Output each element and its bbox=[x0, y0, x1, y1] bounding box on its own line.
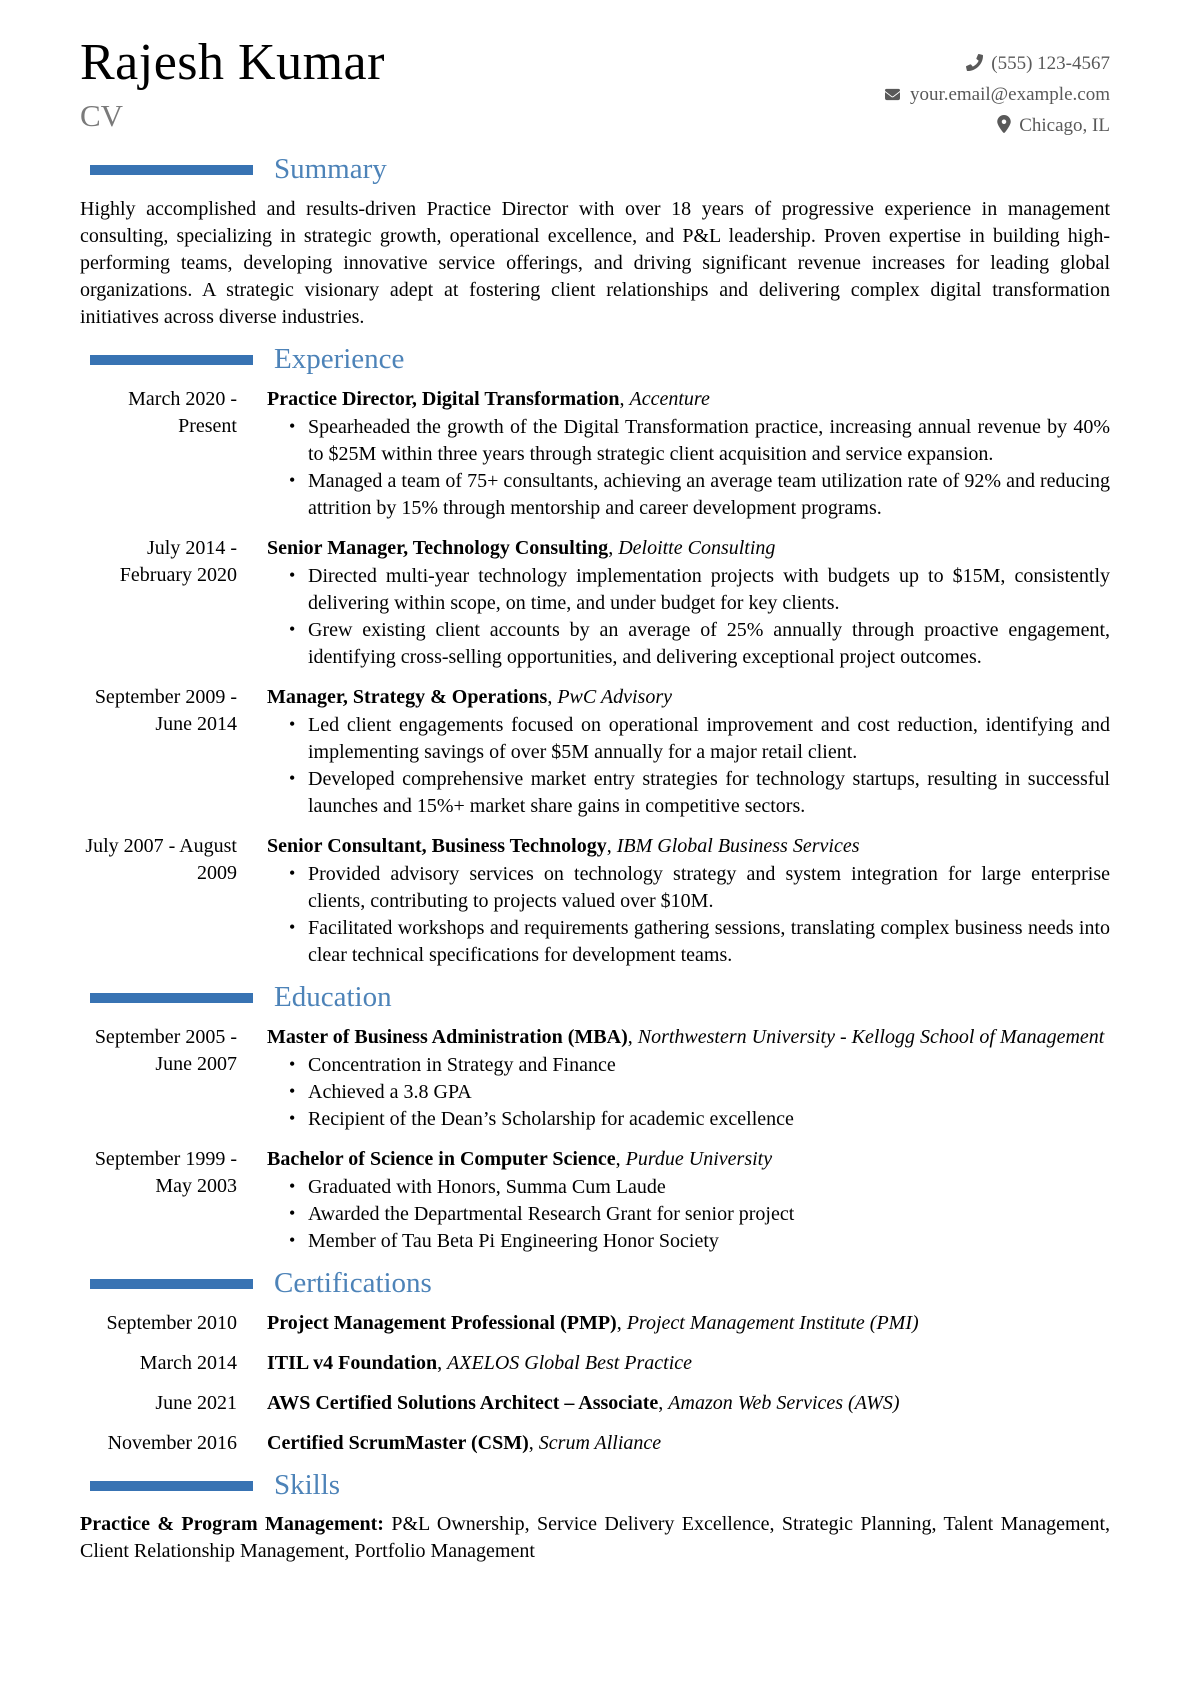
entry-body bbox=[267, 1390, 1110, 1417]
entry-title: Bachelor of Science in Computer Science bbox=[267, 1147, 616, 1170]
bullet-item: • Achieved a 3.8 GPA bbox=[267, 1079, 1110, 1106]
entry-title: Senior Consultant, Business Technology bbox=[267, 834, 607, 857]
entry-heading bbox=[267, 1430, 1110, 1457]
skills-paragraph bbox=[80, 1511, 1110, 1565]
entry-organization: IBM Global Business Services bbox=[616, 834, 860, 857]
entry-bullet-list bbox=[267, 1052, 1110, 1133]
contact-phone-value: (555) 123-4567 bbox=[991, 53, 1110, 74]
entry-heading bbox=[267, 1390, 1110, 1417]
cv-subtitle: CV bbox=[80, 97, 124, 133]
section-skills bbox=[80, 1470, 1110, 1566]
entry-title: Master of Business Administration (MBA) bbox=[267, 1025, 628, 1048]
entry-title: AWS Certified Solutions Architect – Associate bbox=[267, 1391, 659, 1414]
entry-organization: Purdue University bbox=[625, 1147, 773, 1170]
entry-separator: , bbox=[528, 1431, 539, 1454]
entry-heading bbox=[267, 386, 1110, 413]
entry-organization: Northwestern University - Kellogg School of Management bbox=[637, 1025, 1105, 1048]
entry-heading bbox=[267, 535, 1110, 562]
entry-organization: Accenture bbox=[629, 387, 710, 410]
envelope-icon bbox=[883, 87, 902, 102]
contact-location bbox=[883, 110, 1110, 141]
section-certifications bbox=[80, 1268, 1110, 1457]
education-entry bbox=[80, 1024, 1110, 1133]
entry-body bbox=[267, 386, 1110, 522]
entry-separator: , bbox=[608, 536, 619, 559]
certifications-entry bbox=[80, 1390, 1110, 1417]
entry-separator: , bbox=[616, 1311, 627, 1334]
certifications-entry bbox=[80, 1430, 1110, 1457]
section-title-summary: Summary bbox=[274, 153, 387, 185]
section-head-skills bbox=[80, 1470, 1110, 1502]
contact-info bbox=[883, 36, 1110, 141]
entry-bullet-list bbox=[267, 1174, 1110, 1255]
section-rubric-bar bbox=[90, 355, 253, 365]
entry-body bbox=[267, 1310, 1110, 1337]
header-identity bbox=[80, 36, 385, 136]
entry-date: September 2009 - June 2014 bbox=[94, 685, 237, 735]
section-rubric-bar bbox=[90, 1481, 253, 1491]
bullet-item: • Graduated with Honors, Summa Cum Laude bbox=[267, 1174, 1110, 1201]
section-rubric-bar bbox=[90, 165, 253, 175]
bullet-item: • Concentration in Strategy and Finance bbox=[267, 1052, 1110, 1079]
entry-separator: , bbox=[627, 1025, 638, 1048]
experience-entry bbox=[80, 386, 1110, 522]
bullet-item: • Directed multi-year technology implementation projects with budgets up to $15M, consistently delivering within scope, on time, and under budget for key clients. bbox=[267, 563, 1110, 617]
bullet-item: • Awarded the Departmental Research Grant for senior project bbox=[267, 1201, 1110, 1228]
section-rubric-bar bbox=[90, 1279, 253, 1289]
person-name: Rajesh Kumar bbox=[80, 34, 385, 91]
entry-title: Certified ScrumMaster (CSM) bbox=[267, 1431, 529, 1454]
contact-phone bbox=[883, 48, 1110, 79]
entry-date: November 2016 bbox=[107, 1431, 237, 1454]
entry-organization: PwC Advisory bbox=[557, 685, 672, 708]
entry-body bbox=[267, 1430, 1110, 1457]
entry-separator: , bbox=[658, 1391, 669, 1414]
contact-email-value: your.email@example.com bbox=[909, 84, 1110, 105]
entry-organization: Scrum Alliance bbox=[538, 1431, 662, 1454]
resume-body bbox=[80, 154, 1110, 1565]
entry-body bbox=[267, 1350, 1110, 1377]
entry-organization: Deloitte Consulting bbox=[618, 536, 776, 559]
section-summary bbox=[80, 154, 1110, 331]
entry-bullet-list bbox=[267, 712, 1110, 820]
entry-organization: Amazon Web Services (AWS) bbox=[668, 1391, 900, 1414]
entry-bullet-list bbox=[267, 414, 1110, 522]
entry-separator: , bbox=[619, 387, 630, 410]
section-head-experience bbox=[80, 344, 1110, 376]
entry-heading bbox=[267, 684, 1110, 711]
entry-separator: , bbox=[606, 834, 617, 857]
entry-body bbox=[267, 1146, 1110, 1255]
entry-date: July 2007 - August 2009 bbox=[85, 834, 237, 884]
experience-entry bbox=[80, 833, 1110, 969]
skills-list: P&L Ownership, Service Delivery Excellence, Strategic Planning, Talent Management, Client Relationship Management, Portfolio Management bbox=[80, 1513, 1110, 1563]
entry-title: Senior Manager, Technology Consulting bbox=[267, 536, 609, 559]
section-title-certifications: Certifications bbox=[274, 1266, 432, 1299]
entry-organization: Project Management Institute (PMI) bbox=[626, 1311, 919, 1334]
bullet-item: • Spearheaded the growth of the Digital Transformation practice, increasing annual revenue by 40% to $25M within three years through strategic client acquisition and service expansion. bbox=[267, 414, 1110, 468]
entry-separator: , bbox=[547, 685, 558, 708]
contact-location-value: Chicago, IL bbox=[1019, 115, 1110, 136]
education-entry bbox=[80, 1146, 1110, 1255]
summary-paragraph: Highly accomplished and results-driven Practice Director with over 18 years of progressive experience in management consulting, specializing in strategic growth, operational excellence, and P&L leadership. Proven expertise in building high-performing teams, developing innovative service offerings, and driving significant revenue increases for leading global organizations. A strategic visionary adept at fostering client relationships and delivering complex digital transformation initiatives across diverse industries. bbox=[80, 197, 1110, 328]
entry-date: March 2020 - Present bbox=[128, 387, 237, 437]
section-title-education: Education bbox=[274, 980, 392, 1013]
entry-heading bbox=[267, 1024, 1110, 1051]
section-head-certifications bbox=[80, 1268, 1110, 1300]
certifications-entry bbox=[80, 1310, 1110, 1337]
bullet-item: • Managed a team of 75+ consultants, achieving an average team utilization rate of 92% and reducing attrition by 15% through mentorship and career development programs. bbox=[267, 468, 1110, 522]
bullet-item: • Developed comprehensive market entry strategies for technology startups, resulting in successful launches and 15%+ market share gains in competitive sectors. bbox=[267, 766, 1110, 820]
entry-date: July 2014 - February 2020 bbox=[119, 536, 237, 586]
entry-body bbox=[267, 833, 1110, 969]
bullet-item: • Grew existing client accounts by an average of 25% annually through proactive engagement, identifying cross-selling opportunities, and delivering exceptional project outcomes. bbox=[267, 617, 1110, 671]
entry-bullet-list bbox=[267, 563, 1110, 671]
bullet-item: • Member of Tau Beta Pi Engineering Honor Society bbox=[267, 1228, 1110, 1255]
entry-title: ITIL v4 Foundation bbox=[267, 1351, 438, 1374]
section-head-summary bbox=[80, 154, 1110, 186]
section-title-experience: Experience bbox=[274, 342, 405, 375]
entry-body bbox=[267, 1024, 1110, 1133]
entry-separator: , bbox=[615, 1147, 626, 1170]
section-title-skills: Skills bbox=[274, 1468, 341, 1501]
entry-date: September 2005 - June 2007 bbox=[94, 1025, 237, 1075]
location-pin-icon bbox=[997, 115, 1011, 133]
bullet-item: • Recipient of the Dean’s Scholarship for academic excellence bbox=[267, 1106, 1110, 1133]
entry-title: Manager, Strategy & Operations bbox=[267, 685, 548, 708]
entry-title: Practice Director, Digital Transformation bbox=[267, 387, 620, 410]
entry-organization: AXELOS Global Best Practice bbox=[447, 1351, 693, 1374]
entry-title: Project Management Professional (PMP) bbox=[267, 1311, 617, 1334]
bullet-item: • Facilitated workshops and requirements gathering sessions, translating complex business needs into clear technical specifications for development teams. bbox=[267, 915, 1110, 969]
bullet-item: • Led client engagements focused on operational improvement and cost reduction, identifying and implementing savings of over $5M annually for a major retail client. bbox=[267, 712, 1110, 766]
certifications-entry bbox=[80, 1350, 1110, 1377]
entry-heading bbox=[267, 1350, 1110, 1377]
experience-entry bbox=[80, 684, 1110, 820]
phone-icon bbox=[966, 54, 983, 71]
bullet-item: • Provided advisory services on technology strategy and system integration for large enterprise clients, contributing to projects valued over $10M. bbox=[267, 861, 1110, 915]
entry-date: September 1999 - May 2003 bbox=[94, 1147, 237, 1197]
experience-entry bbox=[80, 535, 1110, 671]
entry-body bbox=[267, 684, 1110, 820]
section-experience bbox=[80, 344, 1110, 969]
contact-email bbox=[883, 79, 1110, 110]
entry-date: September 2010 bbox=[106, 1311, 237, 1334]
section-head-education bbox=[80, 982, 1110, 1014]
entry-bullet-list bbox=[267, 861, 1110, 969]
entry-separator: , bbox=[437, 1351, 448, 1374]
entry-heading bbox=[267, 1310, 1110, 1337]
skills-category-label: Practice & Program Management: bbox=[80, 1513, 384, 1536]
entry-heading bbox=[267, 833, 1110, 860]
header bbox=[80, 36, 1110, 141]
entry-heading bbox=[267, 1146, 1110, 1173]
entry-date: June 2021 bbox=[155, 1391, 237, 1414]
entry-body bbox=[267, 535, 1110, 671]
section-education bbox=[80, 982, 1110, 1255]
entry-date: March 2014 bbox=[139, 1351, 237, 1374]
section-rubric-bar bbox=[90, 993, 253, 1003]
